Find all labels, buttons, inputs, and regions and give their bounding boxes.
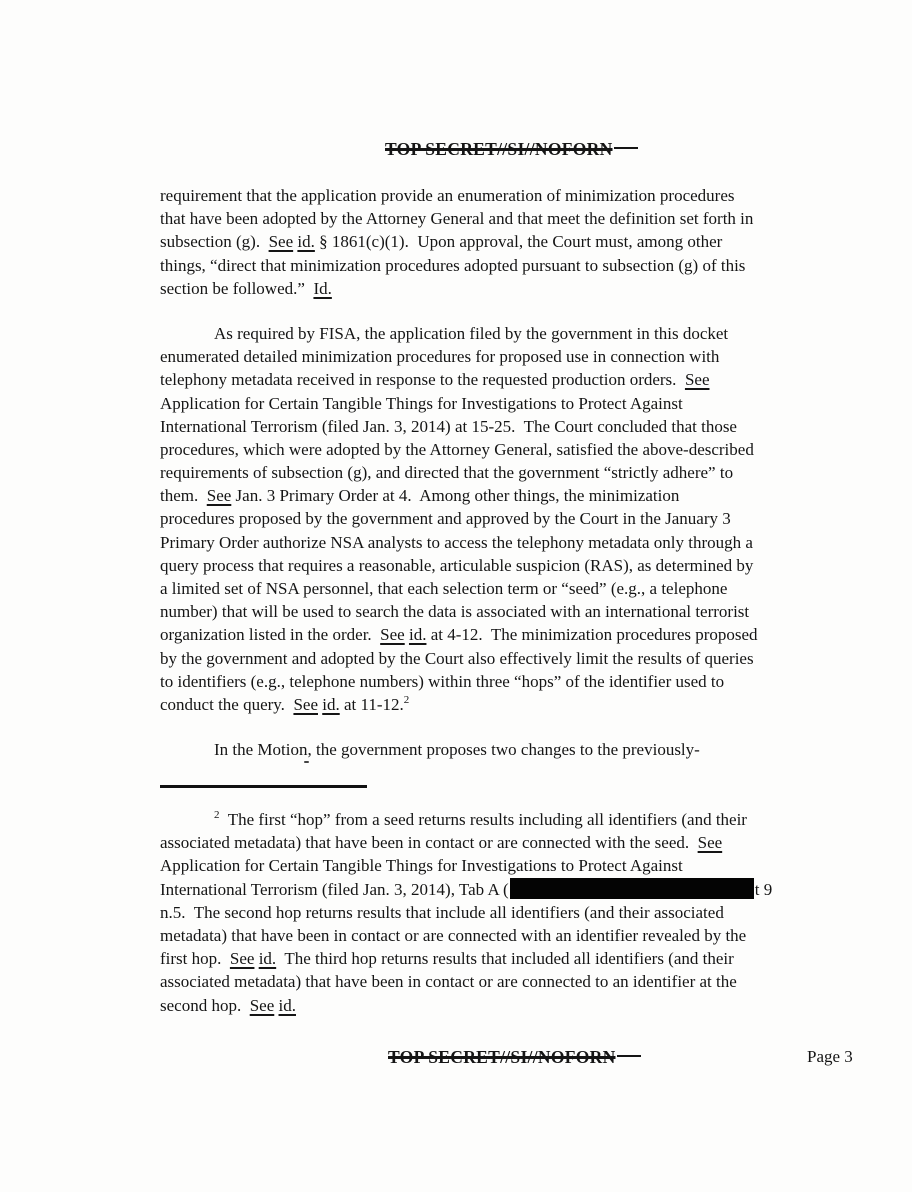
redaction-bar xyxy=(510,878,754,899)
text-line xyxy=(160,230,870,253)
text-segment: a limited set of NSA personnel, that each selection term or “seed” (e.g., a telephone xyxy=(160,579,728,598)
text-segment: As required by FISA, the application filed by the government in this docket xyxy=(214,323,729,343)
text-segment: number) that will be used to search the data is associated with an international terrorist xyxy=(160,602,750,622)
text-segment: t 9 xyxy=(754,879,773,899)
text-line xyxy=(160,254,870,277)
footnote-reference: 2 xyxy=(403,693,410,706)
text-line xyxy=(160,461,870,484)
citation-text: Id. xyxy=(313,278,332,298)
text-line xyxy=(160,207,870,230)
text-line xyxy=(160,970,870,993)
text-segment: by the government and adopted by the Court also effectively limit the results of queries xyxy=(160,648,754,668)
citation-text: See xyxy=(249,995,275,1015)
text-line xyxy=(160,878,870,901)
citation-text: See xyxy=(697,833,723,853)
classification-text: TOP SECRET//SI//NOFORN xyxy=(385,139,638,159)
text-segment: conduct the query. xyxy=(160,694,294,714)
text-line xyxy=(160,947,870,970)
text-line xyxy=(160,670,870,693)
text-segment: International Terrorism (filed Jan. 3, 2014) at 15-25. The Court concluded that those xyxy=(160,416,737,436)
footer-classification-marking xyxy=(388,1047,641,1068)
text-segment: Application for Certain Tangible Things for Investigations to Protect Against xyxy=(160,393,683,413)
text-line xyxy=(160,392,870,415)
text-segment: n.5. The second hop returns results that include all identifiers (and their associated xyxy=(160,902,724,922)
footnote-separator-rule xyxy=(160,785,367,788)
text-segment: Application for Certain Tangible Things for Investigations to Protect Against xyxy=(160,856,683,876)
text-line xyxy=(160,600,870,623)
text-line xyxy=(160,531,870,554)
text-line xyxy=(160,831,870,854)
text-segment: associated metadata) that have been in contact or are connected to an identifier at the xyxy=(160,972,737,992)
citation-text: See xyxy=(380,625,405,645)
text-line xyxy=(160,808,870,831)
text-segment: Primary Order authorize NSA analysts to access the telephony metadata only through a xyxy=(160,532,753,552)
text-segment: In the Motion, the government proposes two changes to the previously- xyxy=(214,740,700,760)
text-segment: enumerated detailed minimization procedures for proposed use in connection with xyxy=(160,347,720,367)
text-segment: first hop. xyxy=(160,949,230,969)
classification-text: TOP SECRET//SI//NOFORN xyxy=(388,1047,641,1067)
text-line xyxy=(160,554,870,577)
text-segment: The third hop returns results that included all identifiers (and their xyxy=(276,949,734,969)
text-line xyxy=(160,623,870,646)
text-line xyxy=(160,368,870,391)
text-line xyxy=(160,647,870,670)
text-line xyxy=(160,693,870,716)
scan-artifact-dot xyxy=(304,761,309,763)
text-segment: requirements of subsection (g), and directed that the government “strictly adhere” to xyxy=(160,463,734,483)
text-segment: at 4-12. The minimization procedures proposed xyxy=(426,625,758,645)
text-line xyxy=(160,438,870,461)
citation-text: id. xyxy=(278,995,296,1015)
footnote-reference: 2 xyxy=(214,809,220,821)
text-line xyxy=(160,507,870,530)
citation-text: id. xyxy=(408,625,427,645)
citation-text: See xyxy=(206,486,232,506)
text-segment: metadata) that have been in contact or are connected with an identifier revealed by the xyxy=(160,925,747,945)
citation-text: See xyxy=(293,694,318,714)
footnote xyxy=(160,808,870,1017)
text-line xyxy=(160,184,870,207)
text-line xyxy=(160,738,870,761)
text-segment: procedures, which were adopted by the Attorney General, satisfied the above-described xyxy=(160,439,754,459)
paragraph xyxy=(160,322,870,716)
text-segment: them. xyxy=(160,486,207,506)
text-segment: things, “direct that minimization procedures adopted pursuant to subsection (g) of this xyxy=(160,255,746,275)
text-segment: Jan. 3 Primary Order at 4. Among other things, the minimization xyxy=(231,486,680,506)
text-segment: § 1861(c)(1). Upon approval, the Court must, among other xyxy=(314,232,723,252)
text-segment: query process that requires a reasonable, articulable suspicion (RAS), as determined by xyxy=(160,555,754,575)
text-segment: associated metadata) that have been in contact or are connected with the seed. xyxy=(160,833,698,853)
text-line xyxy=(160,345,870,368)
text-line xyxy=(160,415,870,438)
citation-text: id. xyxy=(322,694,340,714)
text-segment: at 11-12. xyxy=(339,694,404,714)
citation-text: id. xyxy=(258,949,277,969)
text-line xyxy=(160,484,870,507)
text-segment: International Terrorism (filed Jan. 3, 2014), Tab A ( xyxy=(160,879,509,899)
header-classification-marking xyxy=(385,139,638,160)
text-segment: subsection (g). xyxy=(160,232,269,252)
text-segment: that have been adopted by the Attorney General and that meet the definition set forth in xyxy=(160,209,754,229)
text-line xyxy=(160,577,870,600)
text-segment: section be followed.” xyxy=(160,278,314,298)
text-line xyxy=(160,994,870,1017)
text-segment: procedures proposed by the government and approved by the Court in the January 3 xyxy=(160,509,731,529)
text-segment: The first “hop” from a seed returns results including all identifiers (and their xyxy=(219,810,747,829)
text-segment: organization listed in the order. xyxy=(160,625,381,645)
text-line xyxy=(160,277,870,300)
page-number: Page 3 xyxy=(807,1047,853,1066)
text-segment: second hop. xyxy=(160,995,250,1015)
text-line xyxy=(160,924,870,947)
text-segment: requirement that the application provide an enumeration of minimization procedures xyxy=(160,186,735,205)
paragraph xyxy=(160,184,870,300)
text-line xyxy=(160,322,870,345)
paragraph xyxy=(160,738,870,761)
citation-text: See xyxy=(684,370,710,390)
text-line xyxy=(160,901,870,924)
document-body xyxy=(160,184,870,761)
text-segment: telephony metadata received in response to the requested production orders. xyxy=(160,370,685,390)
citation-text: id. xyxy=(297,232,315,252)
text-segment: to identifiers (e.g., telephone numbers) within three “hops” of the identifier used to xyxy=(160,671,725,691)
citation-text: See xyxy=(268,232,294,252)
citation-text: See xyxy=(229,949,255,969)
text-line xyxy=(160,854,870,877)
